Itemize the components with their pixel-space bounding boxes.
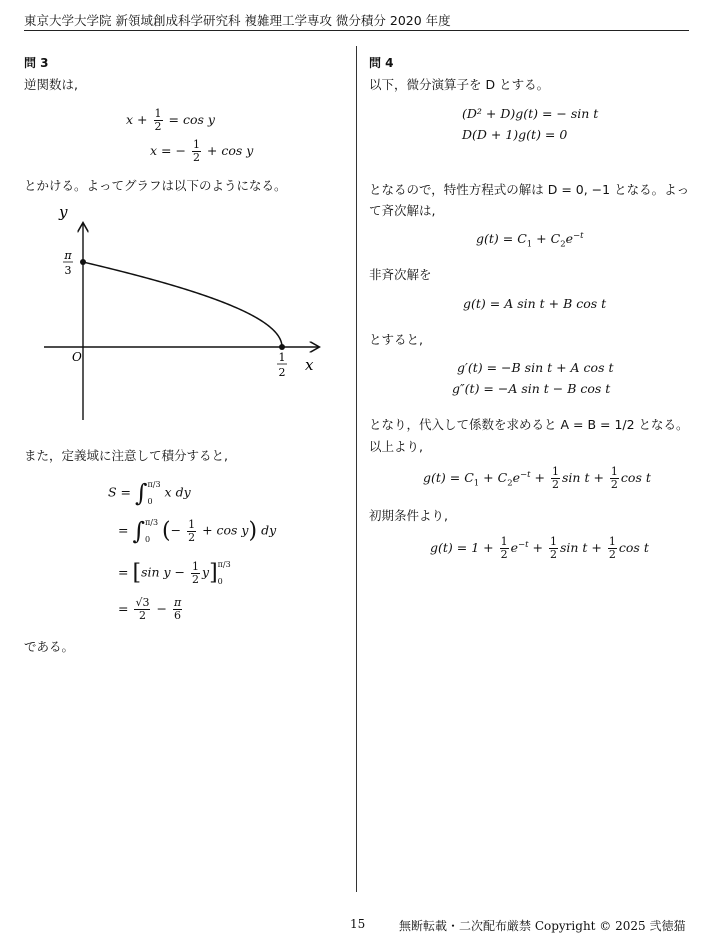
integral-sign-icon: ∫ [132,517,145,545]
general-fraction-2 [610,466,619,491]
integral-line-2 [118,514,276,548]
y-tick-den: 3 [64,264,72,277]
int4-den2: 6 [174,609,182,622]
x-tick-den: 2 [278,366,286,379]
origin-label: O [72,350,82,364]
int2-den: 2 [188,530,196,544]
int3-eq: = [118,564,129,580]
page-header: 東京大学大学院 新領域創成科学研究科 複雑理工学専攻 微分積分 2020 年度 [24,13,451,28]
int3-lower: 0 [217,577,223,586]
general-den2: 2 [610,478,618,491]
eq1-num: 1 [154,107,162,120]
int2-limits [145,514,158,548]
right-bracket-icon: ] [209,560,218,586]
y-axis-label: y [59,203,68,221]
general-cos: cos t [620,470,651,485]
integral-sign-icon: ∫ [135,479,148,507]
ode-line-2: D(D + 1)g(t) = 0 [462,127,568,142]
general-c1-sub: 1 [473,478,480,489]
eq2-lhs: x = − [150,143,186,158]
eq1-den: 2 [154,120,162,133]
left-paren-icon: ( [162,518,171,544]
eq1-plus: + [137,112,148,127]
general-den1: 2 [552,478,560,491]
problem-3-heading: 問 3 [24,56,49,70]
int2-num: 1 [188,517,196,531]
homogeneous-solution [476,231,584,250]
homog-e: e [565,231,574,247]
int4-fraction-2 [173,597,182,622]
general-mid: + C [479,470,508,485]
general-num2: 1 [610,465,618,478]
conclusion-text: である。 [24,639,75,654]
particular-intro: 非斉次解を [369,267,432,282]
final-fraction-2 [608,536,617,561]
int1-integrand: x dy [164,484,191,500]
int4-minus: − [156,601,167,616]
x-axis-label: x [305,356,314,374]
final-fraction-0 [500,536,509,561]
integral-line-3 [118,556,231,590]
suru-to-text: とすると, [369,332,423,347]
y-tick-num: π [64,249,72,262]
final-den1: 2 [550,548,557,561]
homog-exp: −t [573,231,584,241]
general-lhs: g(t) = C [423,470,474,485]
homog-mid: + C [532,231,561,247]
int4-num1: √3 [135,596,150,609]
int1-limits [148,476,161,510]
final-num1: 1 [550,535,557,548]
general-c2-sub: 2 [507,478,513,489]
homog-c1-sub: 1 [526,239,533,250]
inverse-function-graph [30,198,330,428]
inverse-function-intro: 逆関数は, [24,77,78,92]
final-cos: cos t [618,540,649,555]
column-divider [356,46,357,892]
int2-rest: + cos y [202,522,249,538]
particular-solution: g(t) = A sin t + B cos t [463,296,607,311]
int2-lower: 0 [144,535,151,544]
int1-lhs: S = [108,484,132,500]
general-num1: 1 [552,465,560,478]
homog-c2-sub: 2 [560,239,566,250]
integral-line-4 [118,597,184,622]
int3-body-b: y [202,564,210,580]
final-num0: 1 [500,535,508,548]
int3-body-a: sin y − [141,564,186,580]
int4-num2: π [173,596,182,609]
page-number: 15 [350,917,366,931]
eq2-num: 1 [192,138,200,151]
homog-lhs: g(t) = C [476,231,527,247]
eq2-den: 2 [192,151,200,164]
left-bracket-icon: [ [132,560,142,586]
ijou-text: 以上より, [369,439,423,454]
final-den0: 2 [500,548,508,561]
second-derivative: g″(t) = −A sin t − B cos t [452,381,611,396]
int2-upper: π/3 [144,518,159,527]
int2-dy: dy [261,522,277,538]
int4-den1: 2 [138,609,146,622]
eq1-fraction [154,108,163,133]
characteristic-text-1: となるので，特性方程式の解は D = 0, −1 となる。よっ [369,182,690,197]
integral-intro-text: また，定義域に注意して積分すると, [24,448,228,463]
header-rule [24,30,689,31]
final-lhs: g(t) = 1 + [430,540,494,555]
general-exp: −t [520,469,531,480]
final-den2: 2 [608,548,616,561]
general-fraction-1 [551,466,560,491]
int1-upper: π/3 [147,480,161,489]
int3-upper: π/3 [217,560,231,569]
eq1-x: x [126,112,134,127]
int3-num: 1 [192,559,199,573]
int3-den: 2 [192,572,199,586]
curve-x-equals-cos-y-minus-half [83,262,282,347]
final-plus: + [532,540,544,555]
int3-limits [218,556,231,590]
final-num2: 1 [608,535,616,548]
int1-lower: 0 [147,497,153,506]
integral-line-1 [108,476,191,510]
general-sin: sin t + [562,470,604,485]
final-exp: −t [518,539,529,550]
characteristic-text-2: て斉次解は, [369,203,436,218]
equation-2 [150,139,253,164]
int2-eq: = [118,522,129,538]
general-solution [423,466,651,491]
int2-minus: − [170,522,182,538]
point-pi-over-3 [80,259,86,265]
final-sin: sin t + [560,540,602,555]
first-derivative: g′(t) = −B sin t + A cos t [457,360,614,375]
operator-intro: 以下，微分演算子を D とする。 [369,77,550,92]
x-tick-num: 1 [278,351,286,364]
int3-fraction [191,561,200,586]
coefficient-text: となり，代入して係数を求めると A = B = 1/2 となる。 [369,417,689,432]
problem-4-heading: 問 4 [369,56,394,70]
eq2-rhs: + cos y [206,143,254,158]
final-fraction-1 [549,536,558,561]
point-one-half [279,344,285,350]
graph-intro-text: とかける。よってグラフは以下のようになる。 [24,178,287,193]
right-paren-icon: ) [248,518,258,544]
equation-1 [126,108,215,133]
final-e: e [510,540,518,555]
int2-fraction [187,519,196,544]
int4-fraction-1 [134,597,150,622]
int4-eq: = [118,601,129,616]
eq1-rhs: = cos y [168,112,215,127]
eq2-fraction [192,139,201,164]
general-plus: + [534,470,546,485]
copyright-notice: 無断転載・二次配布厳禁 Copyright © 2025 弐徳猫 [399,919,686,933]
ode-line-1: (D² + D)g(t) = − sin t [462,106,599,121]
initial-condition-intro: 初期条件より, [369,508,448,523]
general-e: e [512,470,521,485]
final-solution [430,536,649,561]
